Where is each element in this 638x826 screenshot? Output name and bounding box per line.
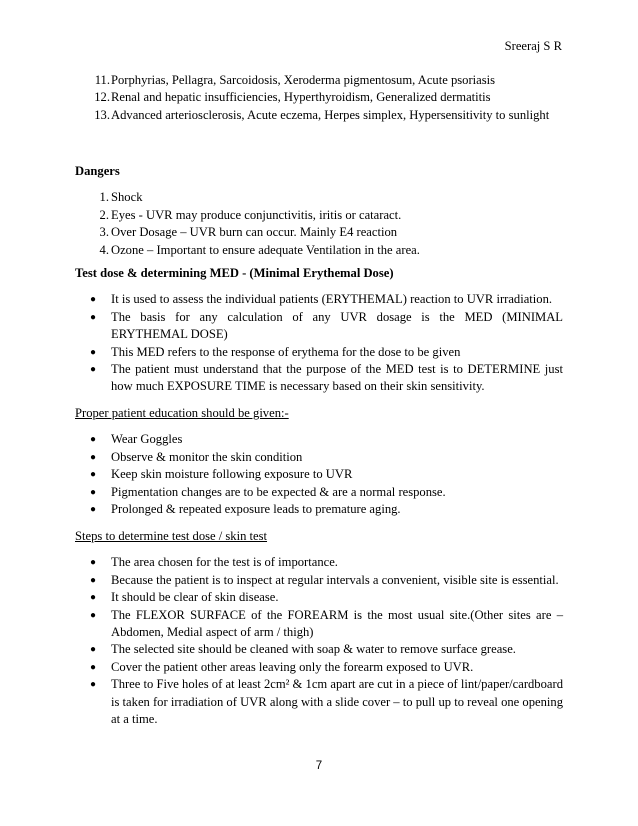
bullet-icon: ● <box>90 644 97 656</box>
list-item: 2. Eyes - UVR may produce conjunctivitis, iritis or cataract. <box>99 207 402 222</box>
list-item: 1. Shock <box>99 190 143 205</box>
bullet-icon: ● <box>90 609 97 621</box>
dangers-heading: Dangers <box>75 164 120 178</box>
bullet-icon: ● <box>90 592 97 604</box>
bullet-icon: ● <box>90 486 97 498</box>
list-item: 13. Advanced arteriosclerosis, Acute eczema, Herpes simplex, Hypersensitivity to sunlight <box>94 107 550 122</box>
page-number: 7 <box>315 760 323 772</box>
dangers-section <box>75 163 563 259</box>
list-item: ● The patient must understand that the purpose of the MED test is to DETERMINE just how much EXPOSURE TIME is necessary based on their skin sensitivity. <box>90 362 563 394</box>
list-item: ● Keep skin moisture following exposure to UVR <box>75 466 563 483</box>
bullet-icon: ● <box>90 294 97 306</box>
list-item: ● Because the patient is to inspect at regular intervals a convenient, visible site is essential. <box>75 572 563 589</box>
education-list <box>75 431 563 518</box>
bullet-icon: ● <box>90 557 97 569</box>
bullet-icon: ● <box>90 346 97 358</box>
steps-list <box>75 554 563 728</box>
bullet-icon: ● <box>90 661 97 673</box>
list-item: ● The area chosen for the test is of importance. <box>75 554 563 571</box>
list-item: ● Prolonged & repeated exposure leads to premature aging. <box>75 501 563 518</box>
list-item: ● Cover the patient other areas leaving only the forearm exposed to UVR. <box>75 659 563 676</box>
steps-section <box>75 528 563 728</box>
list-item: ● The selected site should be cleaned with soap & water to remove surface grease. <box>75 641 563 658</box>
bullet-icon: ● <box>90 574 97 586</box>
education-section <box>75 405 563 518</box>
bullet-icon: ● <box>90 469 97 481</box>
list-item: ● Observe & monitor the skin condition <box>75 449 563 466</box>
bullet-icon: ● <box>90 451 97 463</box>
list-item: ● It is used to assess the individual patients (ERYTHEMAL) reaction to UVR irradiation. <box>75 291 563 308</box>
bullet-icon: ● <box>90 504 97 516</box>
list-item: ● The basis for any calculation of any UVR dosage is the MED (MINIMAL ERYTHEMAL DOSE) <box>90 309 563 342</box>
list-item: 12. Renal and hepatic insufficiencies, Hyperthyroidism, Generalized dermatitis <box>94 90 491 105</box>
list-item: ● Pigmentation changes are to be expected & are a normal response. <box>75 484 563 501</box>
list-item: 3. Over Dosage – UVR burn can occur. Mainly E4 reaction <box>99 225 398 240</box>
test-dose-section <box>75 265 563 396</box>
continued-list <box>75 72 563 124</box>
steps-heading: Steps to determine test dose / skin test <box>75 529 268 543</box>
test-dose-heading: Test dose & determining MED - (Minimal Erythemal Dose) <box>75 266 394 280</box>
bullet-icon: ● <box>90 311 97 323</box>
list-item: ● It should be clear of skin disease. <box>75 589 563 606</box>
bullet-icon: ● <box>90 434 97 446</box>
list-item: 4. Ozone – Important to ensure adequate Ventilation in the area. <box>99 242 420 257</box>
continued-list-section <box>75 72 563 124</box>
bullet-icon: ● <box>90 679 97 691</box>
list-item: ● This MED refers to the response of erythema for the dose to be given <box>75 344 563 361</box>
list-item: ● Wear Goggles <box>75 431 563 448</box>
list-item: ● The FLEXOR SURFACE of the FOREARM is the most usual site.(Other sites are – Abdomen, Medial aspect of arm / thigh) <box>90 607 563 640</box>
education-heading: Proper patient education should be given:- <box>75 406 289 420</box>
list-item: ● Three to Five holes of at least 2cm² & 1cm apart are cut in a piece of lint/paper/cardboard is taken for irradiation of UVR along with a slide cover – to pull up to reveal one opening at a time. <box>90 677 563 727</box>
author-header: Sreeraj S R <box>504 39 562 53</box>
list-item: 11. Porphyrias, Pellagra, Sarcoidosis, Xeroderma pigmentosum, Acute psoriasis <box>94 73 496 87</box>
bullet-icon: ● <box>90 364 97 376</box>
test-dose-list <box>75 291 563 395</box>
dangers-list <box>75 189 563 259</box>
